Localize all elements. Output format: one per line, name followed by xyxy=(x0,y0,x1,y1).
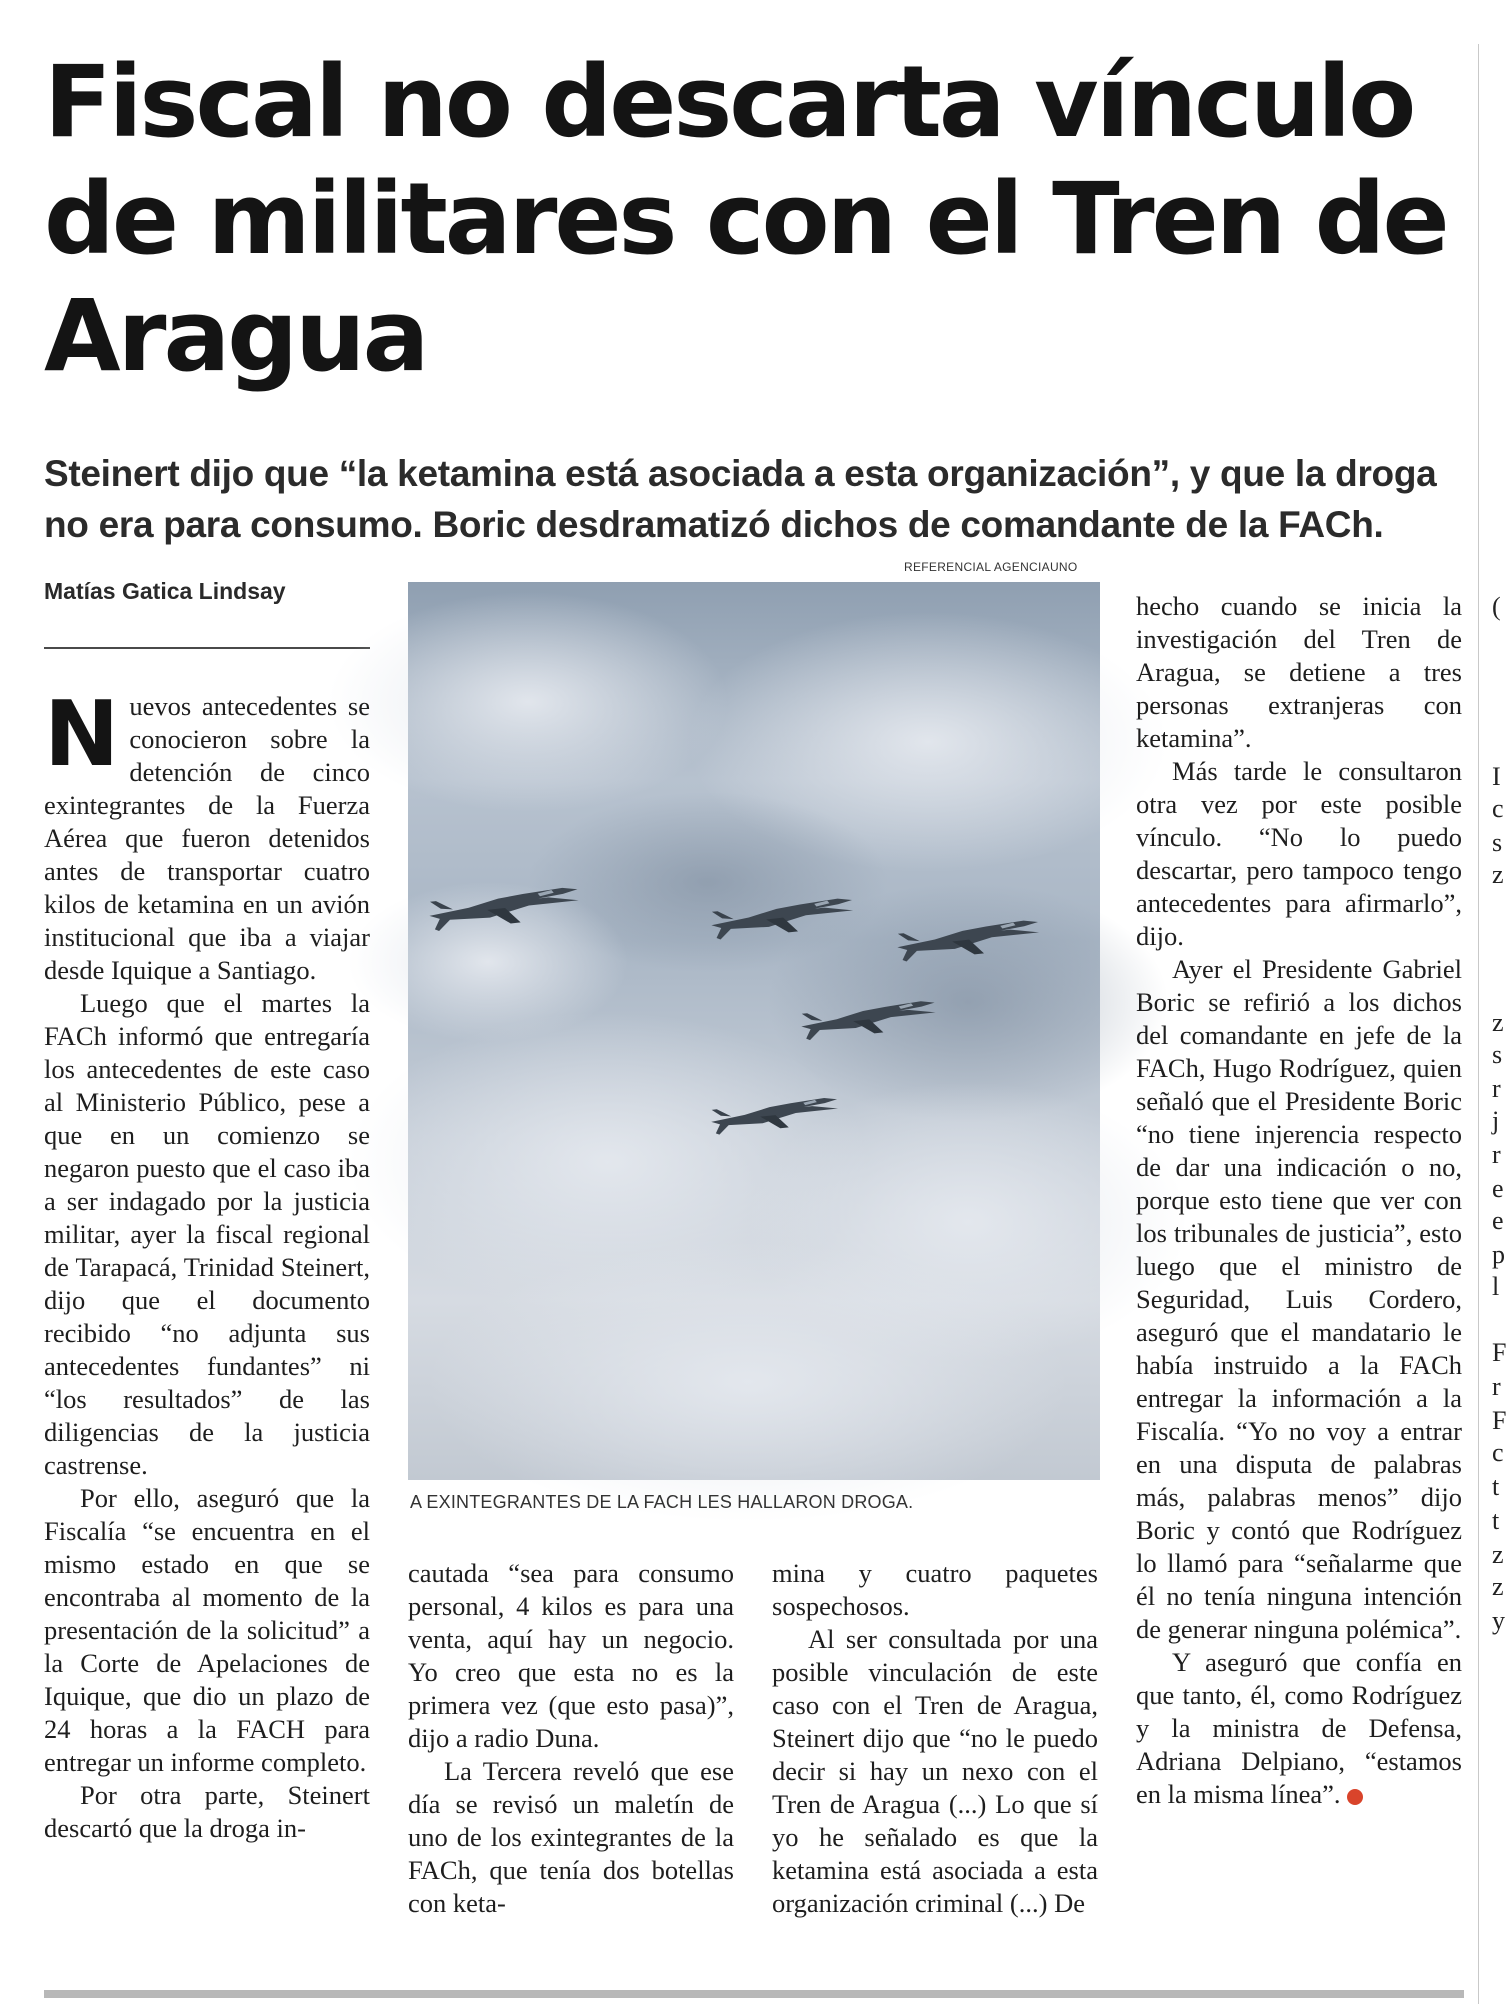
edge-glyph: z xyxy=(1492,1572,1504,1601)
byline-divider xyxy=(44,647,370,649)
paragraph: Al ser consultada por una posible vinculación de este caso con el Tren de Aragua, Steinert dijo que “no le puedo decir si hay un nexo con el Tren de Aragua (...) Lo que sí yo he señalado es que la ketamina está asociada a esta organización criminal (...) De xyxy=(772,1624,1098,1918)
paragraph: Por otra parte, Steinert descartó que la droga in- xyxy=(44,1780,370,1843)
article-column-4 xyxy=(1136,590,1462,1811)
edge-glyph: r xyxy=(1492,1074,1501,1103)
edge-glyph: F xyxy=(1492,1338,1506,1367)
edge-glyph: y xyxy=(1492,1606,1505,1635)
paragraph: hecho cuando se inicia la investigación del Tren de Aragua, se detiene a tres personas extranjeras con ketamina”. xyxy=(1136,591,1462,753)
subheadline: Steinert dijo que “la ketamina está asociada a esta organización”, y que la droga no era para consumo. Boric desdramatizó dichos de comandante de la FACh. xyxy=(44,453,1437,545)
byline: Matías Gatica Lindsay xyxy=(44,578,286,604)
paragraph-text: uevos antecedentes se conocieron sobre la detención de cinco exintegrantes de la Fuerza Aérea que fueron detenidos antes de transportar cuatro kilos de ketamina en un avión institucional que iba a viajar desde Iquique a Santiago. xyxy=(44,691,370,985)
edge-glyph: t xyxy=(1492,1506,1500,1535)
photo-caption: A EXINTEGRANTES DE LA FACH LES HALLARON DROGA. xyxy=(410,1492,914,1512)
edge-glyph: e xyxy=(1492,1206,1504,1235)
drop-cap: N xyxy=(44,682,120,787)
paragraph: Más tarde le consultaron otra vez por este posible vínculo. “No lo puedo descartar, pero tampoco tengo antecedentes para afirmarlo”, dijo. xyxy=(1136,756,1462,951)
edge-glyph: l xyxy=(1492,1272,1500,1301)
edge-glyph: r xyxy=(1492,1140,1501,1169)
photo-credit: REFERENCIAL AGENCIAUNO xyxy=(904,560,1078,574)
column-divider xyxy=(1478,44,1479,2004)
edge-glyph: z xyxy=(1492,1008,1504,1037)
paragraph: mina y cuatro paquetes sospechosos. xyxy=(772,1558,1098,1621)
edge-glyph: t xyxy=(1492,1472,1500,1501)
jets-formation-image xyxy=(408,582,1100,1480)
page-bottom-bar xyxy=(44,1990,1464,1998)
edge-glyph: ( xyxy=(1492,592,1501,621)
end-of-article-icon: ✪ xyxy=(1347,1789,1363,1805)
paragraph-text: Y aseguró que confía en que tanto, él, como Rodríguez y la ministra de Defensa, Adriana Delpiano, “estamos en la misma línea”. xyxy=(1136,1647,1462,1809)
edge-glyph: s xyxy=(1492,828,1503,857)
edge-glyph: F xyxy=(1492,1406,1506,1435)
paragraph: Luego que el martes la FACh informó que entregaría los antecedentes de este caso al Ministerio Público, pese a que en un comienzo se negaron puesto que el caso iba a ser indagado por la justicia militar, ayer la fiscal regional de Tarapacá, Trinidad Steinert, dijo que el documento recibido “no adjunta sus antecedentes fundantes” ni “los resultados” de las diligencias de la justicia castrense. xyxy=(44,988,370,1480)
paragraph: Ayer el Presidente Gabriel Boric se refirió a los dichos del comandante en jefe de la FACh, Hugo Rodríguez, quien señaló que el Presidente Boric “no tiene injerencia respecto de dar una indicación o no, porque esto tiene que ver con los tribunales de justicia”, esto luego que el ministro de Seguridad, Luis Cordero, aseguró que el mandatario le había instruido a la FACh entregar la información a la Fiscalía. “Yo no voy a entrar en una disputa de palabras más, palabras menos” dijo Boric y contó que Rodríguez lo llamó para “señalarme que él no tenía ninguna intención de generar ninguna polémica”. xyxy=(1136,954,1462,1644)
edge-glyph: c xyxy=(1492,794,1504,823)
edge-glyph: p xyxy=(1492,1240,1505,1269)
edge-glyph: c xyxy=(1492,1438,1504,1467)
paragraph xyxy=(44,682,370,987)
paragraph: La Tercera reveló que ese día se revisó un maletín de uno de los exintegrantes de la FACh, que tenía dos botellas con keta- xyxy=(408,1756,734,1918)
article-column-1 xyxy=(44,682,370,1845)
edge-glyph: I xyxy=(1492,762,1501,791)
article-column-2 xyxy=(408,1557,734,1920)
headline: Fiscal no descarta vínculo de militares con el Tren de Aragua xyxy=(44,45,1447,394)
paragraph xyxy=(1136,1646,1462,1811)
paragraph: cautada “sea para consumo personal, 4 kilos es para una venta, aquí hay un negocio. Yo creo que esta no es la primera vez (que esto pasa)”, dijo a radio Duna. xyxy=(408,1558,734,1753)
edge-glyph: z xyxy=(1492,1540,1504,1569)
edge-glyph: z xyxy=(1492,860,1504,889)
article-photo xyxy=(408,582,1100,1480)
edge-glyph: e xyxy=(1492,1174,1504,1203)
edge-glyph: j xyxy=(1492,1106,1500,1135)
edge-glyph: r xyxy=(1492,1372,1501,1401)
paragraph: Por ello, aseguró que la Fiscalía “se encuentra en el mismo estado en que se encontraba al momento de la presentación de la solicitud” a la Corte de Apelaciones de Iquique, que dio un plazo de 24 horas a la FACH para entregar un informe completo. xyxy=(44,1483,370,1777)
article-column-3 xyxy=(772,1557,1098,1920)
edge-glyph: s xyxy=(1492,1040,1503,1069)
